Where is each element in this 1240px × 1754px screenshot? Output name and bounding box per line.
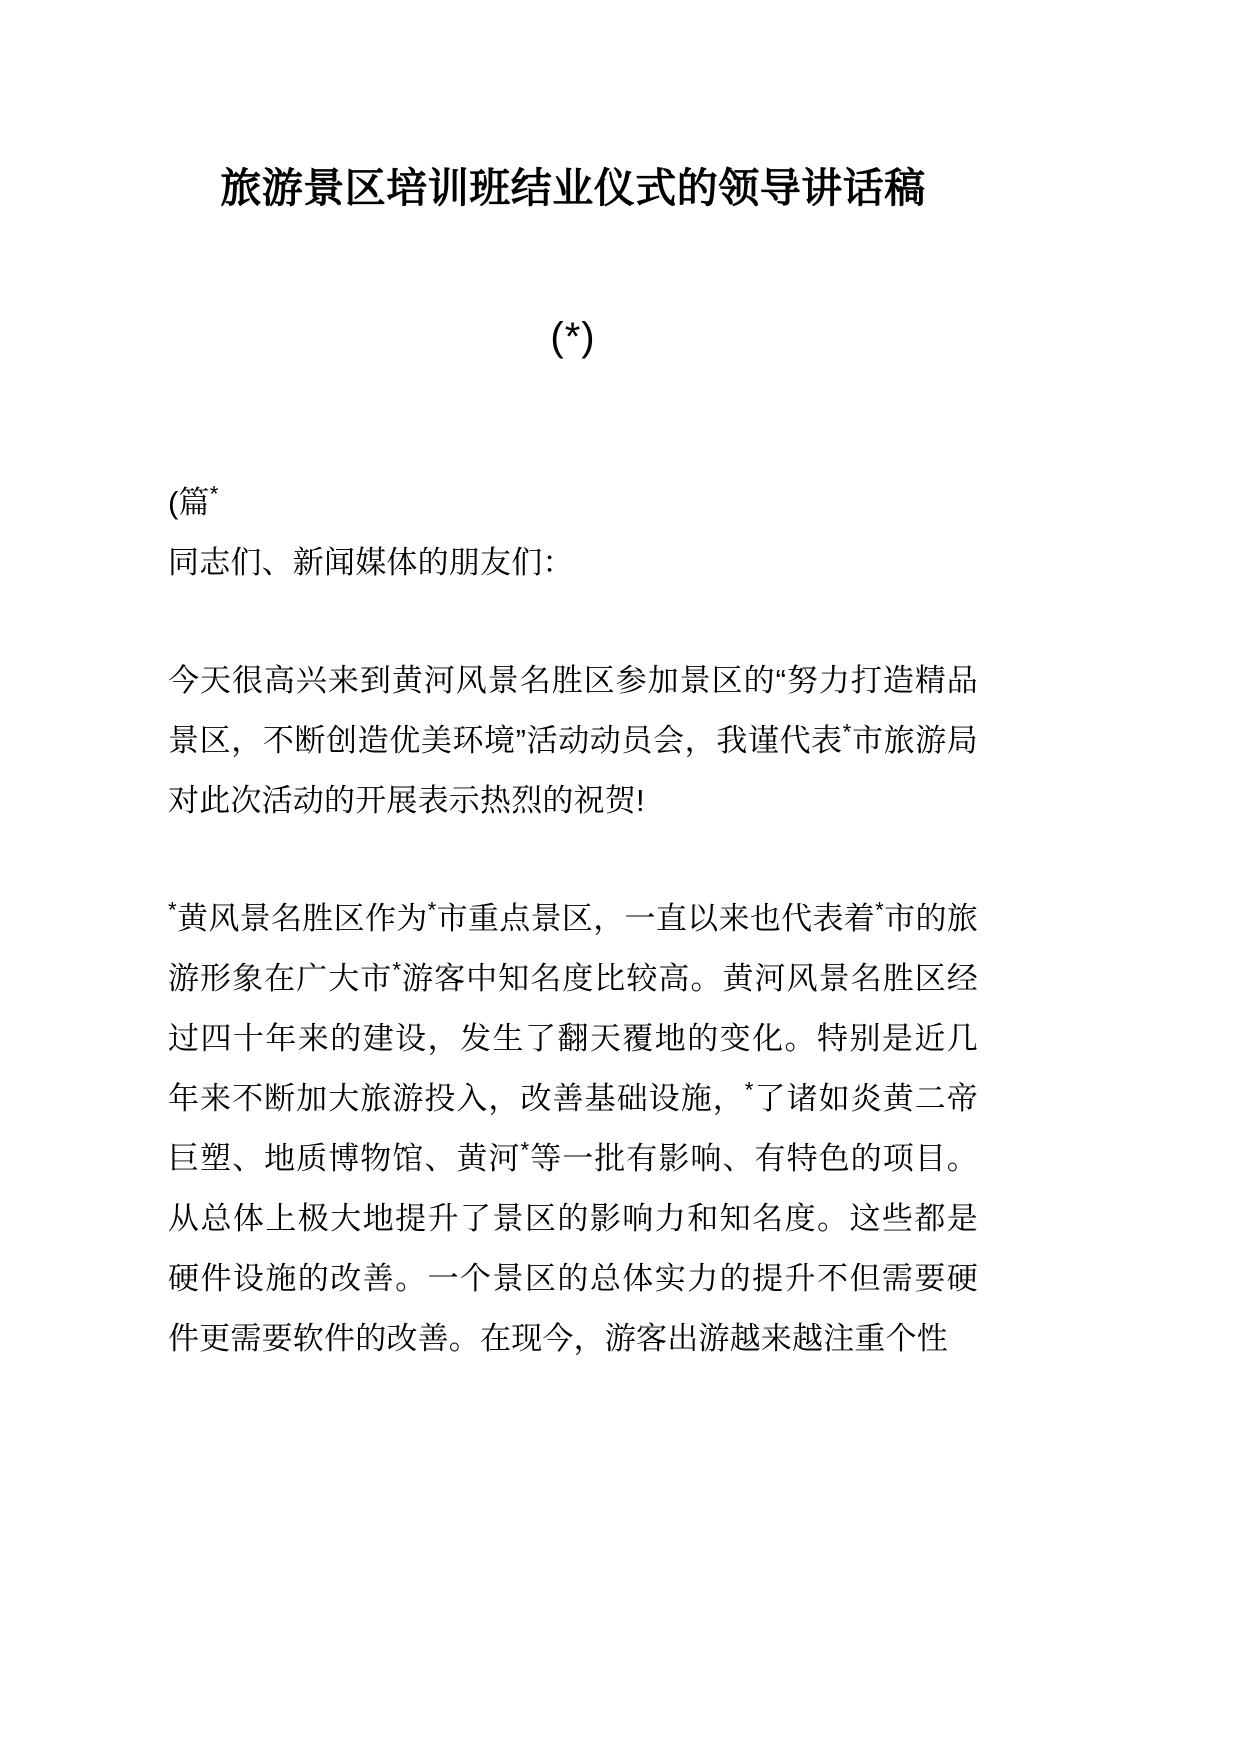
page-title: 旅游景区培训班结业仪式的领导讲话稿: [220, 165, 926, 211]
body-paragraph-1: 今天很高兴来到黄河风景名胜区参加景区的“努力打造精品景区，不断创造优美环境”活动动员会，我谨代表*市旅游局对此次活动的开展表示热烈的祝贺!: [168, 663, 978, 819]
document-subtitle: (*): [550, 315, 596, 360]
document-content: [168, 0, 978, 1369]
document-body: [168, 363, 978, 1369]
body-paragraph-2: *黄风景名胜区作为*市重点景区，一直以来也代表着*市的旅游形象在广大市*游客中知名度比较高。黄河风景名胜区经过四十年来的建设，发生了翻天覆地的变化。特别是近几年来不断加大旅游投入，改善基础设施，*了诸如炎黄二帝巨塑、地质博物馆、黄河*等一批有影响、有特色的项目。从总体上极大地提升了景区的影响力和知名度。这些都是硬件设施的改善。一个景区的总体实力的提升不但需要硬件更需要软件的改善。在现今，游客出游越来越注重个性: [168, 897, 978, 1357]
salutation-line: 同志们、新闻媒体的朋友们：: [168, 545, 574, 581]
lead-note: (篇*: [168, 481, 219, 521]
